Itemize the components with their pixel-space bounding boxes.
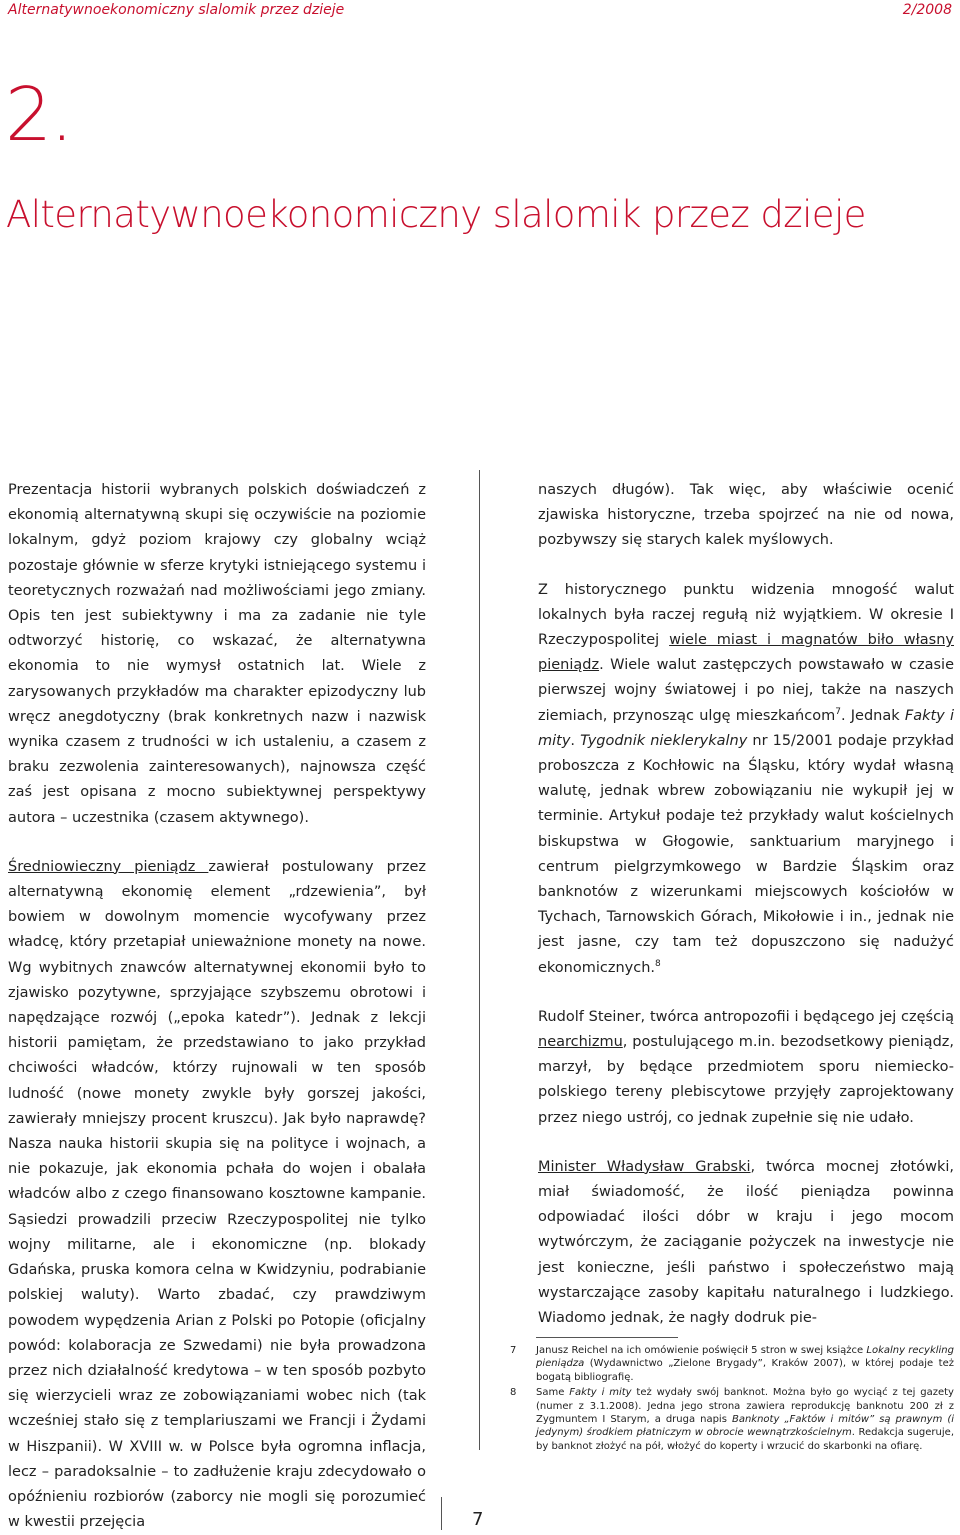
footnote-ref-8[interactable]: 8 [655,958,661,969]
cities-magnates-link[interactable]: wiele miast i magnatów biło własny pieniądz [538,632,954,674]
chapter-number: 2. [5,72,72,158]
footnote-number: 8 [510,1387,517,1399]
footnote-text: Janusz Reichel na ich omówienie poświęcił 5 stron w swej książce Lokalny recykling pieniądza (Wydawnictwo „Zielone Brygady”, Kraków 2007), w której podaje też bogatą bibliografię. [536,1345,954,1383]
left-column [8,478,426,1535]
grabski-link[interactable]: Minister Władysław Grabski [538,1158,751,1175]
grabski-paragraph: Minister Władysław Grabski, twórca mocnej złotówki, miał świadomość, że ilość pieniądza powinna odpowiadać ilości dóbr w kraju i jego mocom wytwórczym, że zaciąganie pożyczek na inwestycje nie jest konieczne, jeśli państwo i społeczeństwo mają wystarczające zasoby kapitału naturalnego i ludzkiego. Wiadomo jednak, że nagły dodruk pie- [538,1158,954,1327]
nearchizm-link[interactable]: nearchizmu [538,1034,623,1051]
footnote-8 [510,1386,954,1453]
footnote-number: 7 [510,1345,517,1356]
chapter-title: Alternatywnoekonomiczny slalomik przez dzieje [6,193,866,236]
steiner-paragraph: Rudolf Steiner, twórca antropozofii i będącego jej częścią nearchizmu, postulującego m.in. bezodsetkowy pieniądz, marzył, by będące przedmiotem sporu niemiecko-polskiego tereny plebiscytowe przyjęły zaprojektowany przez niego ustrój, co jednak zupełnie się nie udało. [538,1008,954,1126]
right-column [538,478,954,1331]
footnote-7 [510,1344,954,1384]
medieval-money-text: zawierał postulowany przez alternatywną ekonomię element „rdzewienia”, był bowiem w dowolnym momencie wycofywany przez władcę, który przetapiał unieważnione monety na nowe. Wg wybitnych znawców alternatywnej ekonomii było to zjawisko pozytywne, sprzyjające szybszemu obrotowi i napędzające rozwój („epoka katedr”). Jednak z lekcji historii pamiętam, że przedstawiano to jako przykład chciwości władców, którzy rujnowali w ten sposób ludność (nowe monety zwykle były gorszej jakości, zawierały mniejszy procent kruszcu). Jak było naprawdę? Nasza nauka historii skupia się na polityce i wojnach, a nie pokazuje, jak ekonomia pchała do wojen i obalała władców albo z czego finansowano kosztowne kampanie. Sąsiedzi prowadzili przeciw Rzeczypospolitej nie tylko wojny militarne, ale i ekonomiczne (np. blokady Gdańska, pruska komora celna w Kwidzyniu, podrabianie polskiej waluty). Warto zbadać, czy prawdziwym powodem wypędzenia Arian z Polski po Potopie (oficjalny powód: kolaboracja ze Szwedami) nie była prowadzona przez nich działalność kredytowa – w ten sposób pozbyto się wierzycieli wraz ze zobowiązaniami wobec nich (tak wcześniej stało się z templariuszami we Francji i Żydami w Hiszpanii). W XVIII w. w Polsce była ogromna inflacja, lecz – paradoksalnie – to zadłużenie kraju zdecydowało o opóźnieniu rozbiorów (zaborcy nie mogli się porozumieć w kwestii przejęcia [8,858,426,1531]
running-header-title: Alternatywnoekonomiczny slalomik przez dzieje [8,2,345,18]
fakty-i-mity-title: Fakty i mity [538,707,954,749]
continuation-paragraph: naszych długów). Tak więc, aby właściwie ocenić zjawiska historyczne, trzeba spojrzeć na nie od nowa, pozbywszy się starych kalek myślowych. [538,482,954,549]
running-header [8,2,952,24]
tygodnik-title: Tygodnik nieklerykalny [580,732,748,749]
running-header-issue: 2/2008 [902,2,952,18]
page-number: 7 [472,1509,484,1530]
column-divider [479,470,480,1450]
medieval-money-paragraph [8,855,426,1535]
page-number-rule [441,1497,442,1530]
footnotes [510,1344,954,1455]
footnote-separator [536,1337,678,1338]
footnote-text: Same Fakty i mity też wydały swój banknot. Można było go wyciąć z tej gazety (numer z 3.1.2008). Jedna jego strona zawiera reprodukcję banknotu 200 zł z Zygmuntem I Starym, a druga napis Banknoty „Faktów i mitów” są prawnym (i jedynym) środkiem płatniczym w obrocie wewnątrzkościelnym. Redakcja sugeruje, by banknot złożyć na pół, włożyć do koperty i wrzucić do skarbonki na ofiarę. [536,1387,955,1452]
footnote-ref-7[interactable]: 7 [835,706,841,717]
local-currencies-paragraph: Z historycznego punktu widzenia mnogość walut lokalnych była raczej regułą niż wyjątkiem. W okresie I Rzeczypospolitej wiele miast i magnatów biło własny pieniądz. Wiele walut zastępczych powstawało w czasie pierwszej wojny światowej i po niej, także na naszych ziemiach, przynosząc ulgę mieszkańcom$^7$. Jednak Fakty i mity. Tygodnik nieklerykalny nr 15/2001 podaje przykład proboszcza z Kochłowic na Śląsku, który wydał własną walutę, jednak wbrew zobowiązaniu nie wykupił jej w terminie. Artykuł podaje też przykłady walut kościelnych biskupstwa w Głogowie, sanktuarium maryjnego i centrum pielgrzymkowego w Bardzie Śląskim oraz banknotów z wizerunkami miejscowych kościołów w Tychach, Tarnowskich Górach, Mikołowie i in., jednak nie jest jasne, czy tam też dopuszczono się nadużyć ekonomicznych.$^8$ [538,581,955,976]
intro-paragraph: Prezentacja historii wybranych polskich doświadczeń z ekonomią alternatywną skupi się oczywiście na poziomie lokalnym, gdyż poziom krajowy czy globalny wciąż pozostaje głównie w sferze krytyki istniejącego systemu i teoretycznych rozważań nad możliwościami jego zmiany. Opis ten jest subiektywny i ma za zadanie nie tyle odtworzyć historię, co wskazać, że alternatywna ekonomia to nie wymysł ostatnich lat. Wiele z zarysowanych przykładów ma charakter epizodyczny lub wręcz anegdotyczny (brak konkretnych nazw i nazwisk wynika czasem z trudności w ich ustaleniu, a czasem z braku zezwolenia zainteresowanych), najnowsza część zaś jest opisana z mocno subiektywnej perspektywy autora – uczestnika (czasem aktywnego). [8,482,426,826]
medieval-money-link[interactable]: Średniowieczny pieniądz [8,858,209,875]
